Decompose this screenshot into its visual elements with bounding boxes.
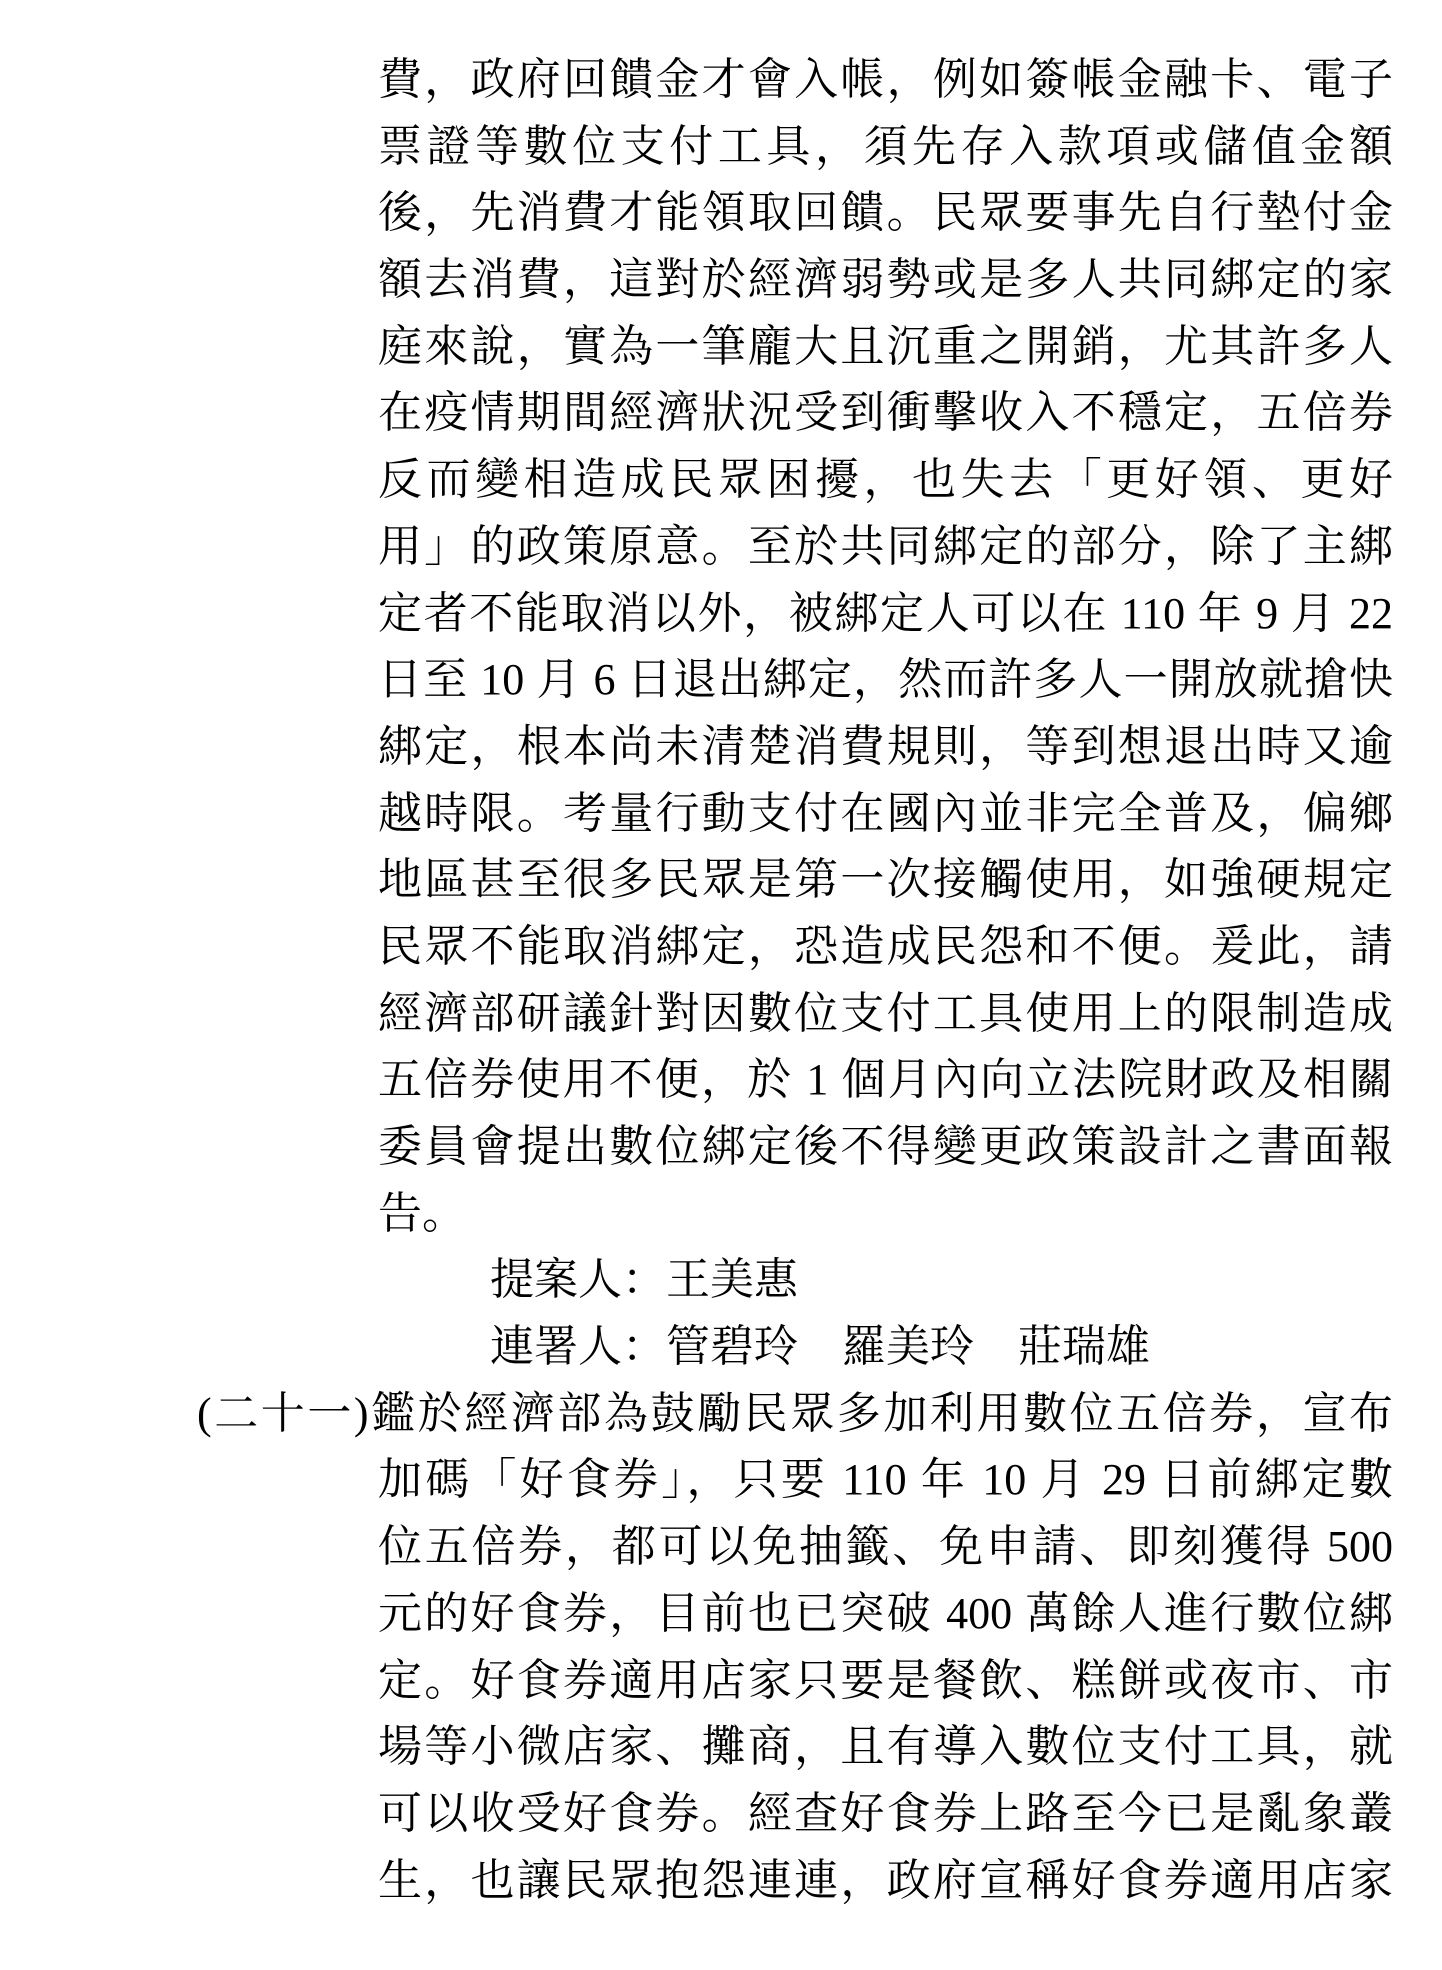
- body-text-line: 越時限。考量行動支付在國內並非完全普及，偏鄉: [378, 788, 1393, 838]
- body-text-line: 在疫情期間經濟狀況受到衝擊收入不穩定，五倍券: [378, 388, 1393, 438]
- body-text-line: 民眾不能取消綁定，恐造成民怨和不便。爰此，請: [378, 921, 1393, 971]
- item-21-number: (二十一): [197, 1388, 369, 1438]
- item-21-first-line: [197, 1381, 1393, 1448]
- body-text-line: 票證等數位支付工具，須先存入款項或儲值金額: [378, 121, 1393, 171]
- item-21-text-line: 加碼「好食券」，只要 110 年 10 月 29 日前綁定數: [378, 1455, 1393, 1505]
- body-text-line: 五倍券使用不便，於 1 個月內向立法院財政及相關: [378, 1055, 1393, 1105]
- item-21-text-line: 元的好食券，目前也已突破 400 萬餘人進行數位綁: [378, 1588, 1393, 1638]
- body-text-line: 經濟部研議針對因數位支付工具使用上的限制造成: [378, 988, 1393, 1038]
- item-21-text-line: 位五倍券，都可以免抽籤、免申請、即刻獲得 500: [378, 1522, 1393, 1572]
- body-text-line: 後，先消費才能領取回饋。民眾要事先自行墊付金: [378, 188, 1393, 238]
- body-text-line: 定者不能取消以外，被綁定人可以在 110 年 9 月 22: [378, 588, 1393, 638]
- body-text-line: 費，政府回饋金才會入帳，例如簽帳金融卡、電子: [378, 55, 1393, 104]
- proposer-line: 提案人：王美惠: [490, 1255, 798, 1305]
- body-text-line: 日至 10 月 6 日退出綁定，然而許多人一開放就搶快: [378, 655, 1393, 705]
- body-text-line: 用」的政策原意。至於共同綁定的部分，除了主綁: [378, 521, 1393, 571]
- item-21-text-line: 生，也讓民眾抱怨連連，政府宣稱好食券適用店家: [378, 1855, 1393, 1905]
- body-text-line: 額去消費，這對於經濟弱勢或是多人共同綁定的家: [378, 255, 1393, 305]
- item-21-text-line: 定。好食券適用店家只要是餐飲、糕餅或夜市、市: [378, 1655, 1393, 1705]
- item-21-text-line: 鑑於經濟部為鼓勵民眾多加利用數位五倍券，宣布: [368, 1388, 1394, 1438]
- body-text-line: 綁定，根本尚未清楚消費規則，等到想退出時又逾: [378, 721, 1393, 771]
- cosigner-line: 連署人：管碧玲 羅美玲 莊瑞雄: [490, 1322, 1150, 1372]
- body-text-line: 反而變相造成民眾困擾，也失去「更好領、更好: [378, 455, 1393, 505]
- document-text-block: [0, 47, 1442, 1914]
- body-text-line: 告。: [378, 1188, 466, 1238]
- body-text-line: 地區甚至很多民眾是第一次接觸使用，如強硬規定: [378, 855, 1393, 905]
- item-21-text-line: 場等小微店家、攤商，且有導入數位支付工具，就: [378, 1722, 1393, 1772]
- item-21-text-line: 可以收受好食券。經查好食券上路至今已是亂象叢: [378, 1788, 1393, 1838]
- body-text-line: 委員會提出數位綁定後不得變更政策設計之書面報: [378, 1122, 1393, 1171]
- body-text-line: 庭來說，實為一筆龐大且沉重之開銷，尤其許多人: [378, 321, 1393, 371]
- paragraph-continuation: [0, 47, 1442, 1247]
- list-item-21: [0, 1381, 1442, 1915]
